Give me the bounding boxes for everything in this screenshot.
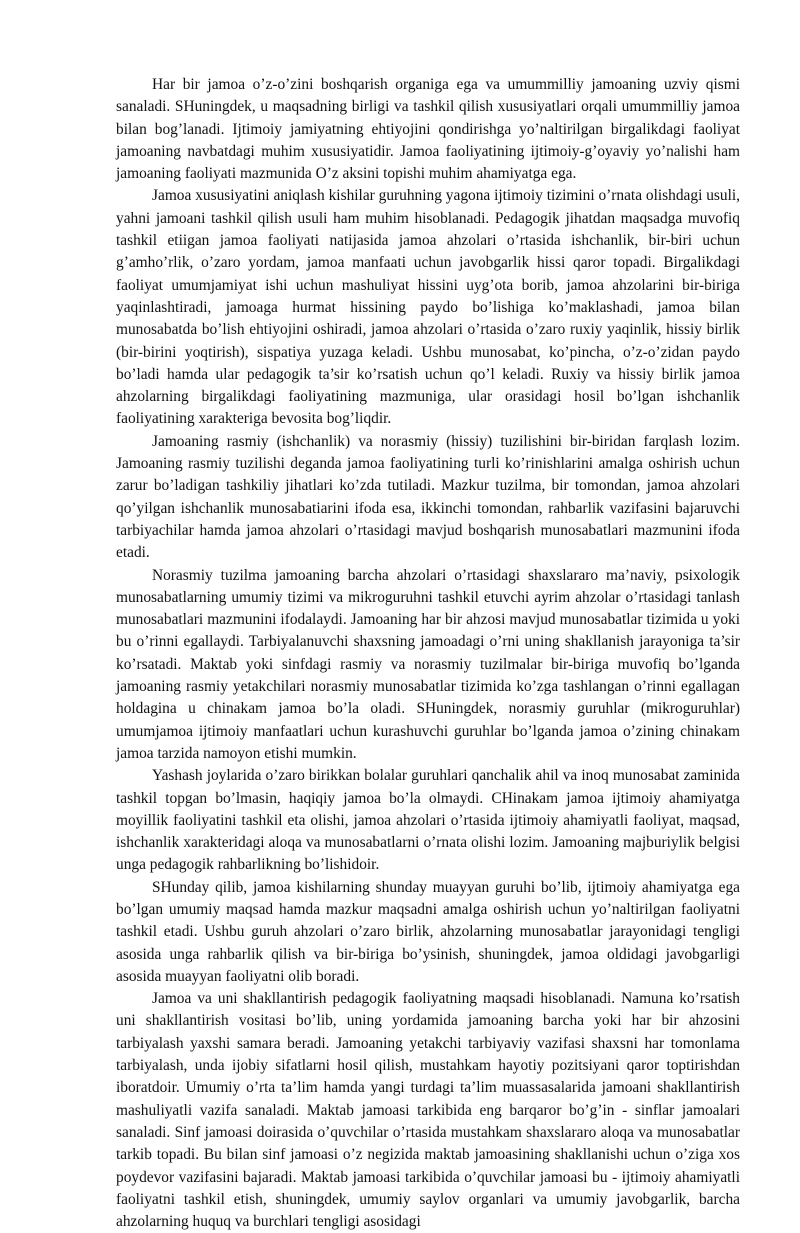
paragraph: Jamoaning rasmiy (ishchanlik) va norasmiy (hissiy) tuzilishini bir-biridan farqlash lozim. Jamoaning rasmiy tuzilishi deganda jamoa faoliyatining turli ko’rinishlarini amalga oshirish uchun zarur bo’ladigan tashkiliy jihatlari ko’zda tutiladi. Mazkur tuzilma, bir tomondan, jamoa ahzolari qo’yilgan ishchanlik munosabatiarini ifoda esa, ikkinchi tomondan, rahbarlik vazifasini bajaruvchi tarbiyachilar hamda jamoa ahzolari o’rtasidagi mavjud boshqarish munosabatlari mazmunini ifoda etadi. <box>116 432 740 562</box>
paragraph: SHunday qilib, jamoa kishilarning shunday muayyan guruhi bo’lib, ijtimoiy ahamiyatga ega bo’lgan umumiy maqsad hamda mazkur maqsadni amalga oshirish uchun yo’naltirilgan faoliyatni tashkil etadi. Ushbu guruh ahzolari o’zaro birlik, ahzolarning munosabatlar jarayonidagi tengligi asosida unga rahbarlik qilish va bir-biriga bo’ysinish, shuningdek, jamoa oldidagi javobgarligi asosida muayyan faoliyatni olib boradi. <box>116 878 740 985</box>
paragraph: Yashash joylarida o’zaro birikkan bolalar guruhlari qanchalik ahil va inoq munosabat zaminida tashkil topgan bo’lmasin, haqiqiy jamoa bo’la olmaydi. CHinakam jamoa ijtimoiy ahamiyatga moyillik faoliyatini tashkil eta olishi, jamoa ahzolari o’rtasida ijtimoiy ahamiyatli faoliyat, maqsad, ishchanlik xarakteridagi aloqa va munosabatlarni o’rnata olishi lozim. Jamoaning majburiylik belgisi unga pedagogik rahbarlikning bo’lishidoir. <box>116 767 740 874</box>
paragraph: Har bir jamoa o’z-o’zini boshqarish organiga ega va umummilliy jamoaning uzviy qismi sanaladi. SHuningdek, u maqsadning birligi va tashkil qilish xususiyatlari orqali umummilliy jamoa bilan bog’lanadi. Ijtimoiy jamiyatning ehtiyojini qondirishga yo’naltirilgan birgalikdagi faoliyat jamoaning navbatdagi muhim xususiyatidir. Jamoa faoliyatining ijtimoiy-g’oyaviy yo’nalishi ham jamoaning faoliyati mazmunida O’z aksini topishi muhim ahamiyatga ega. <box>116 76 740 183</box>
document-page <box>116 74 740 1233</box>
paragraph: Jamoa xususiyatini aniqlash kishilar guruhning yagona ijtimoiy tizimini o’rnata olishdagi usuli, yahni jamoani tashkil qilish usuli ham muhim hisoblanadi. Pedagogik jihatdan maqsadga muvofiq tashkil etiigan jamoa faoliyati natijasida jamoa ahzolari o’rtasida ishchanlik, bir-biri uchun g’amho’rlik, o’zaro yordam, jamoa manfaati uchun javobgarlik hissi qaror topadi. Birgalikdagi faoliyat umumjamiyat ishi uchun mashuliyat hissini uyg’ota borib, jamoa ahzolarini bir-biriga yaqinlashtiradi, jamoaga hurmat hissining paydo bo’lishiga ko’maklashadi, jamoa bilan munosabatda bo’lish ehtiyojini oshiradi, jamoa ahzolari o’rtasida o’zaro ruxiy yaqinlik, hissiy birlik (bir-birini yoqtirish), sispatiya yuzaga keladi. Ushbu munosabat, ko’pincha, o’z-o’zidan paydo bo’ladi hamda ular pedagogik ta’sir ko’rsatish uchun qo’l keladi. Ruxiy va hissiy birlik jamoa ahzolarning birgalikdagi faoliyatining mazmuniga, ular orasidagi hosil bo’lgan ishchanlik faoliyatining xarakteriga bevosita bog’liqdir. <box>116 187 740 428</box>
paragraph: Jamoa va uni shakllantirish pedagogik faoliyatning maqsadi hisoblanadi. Namuna ko’rsatish uni shakllantirish vositasi bo’lib, uning yordamida jamoaning barcha yoki har bir ahzosini tarbiyalash yaxshi samara beradi. Jamoaning yetakchi tarbiyaviy vazifasi shaxsni har tomonlama tarbiyalash, unda ijobiy sifatlarni hosil qilish, mustahkam hayotiy pozitsiyani qaror toptirishdan iboratdoir. Umumiy o’rta ta’lim hamda yangi turdagi ta’lim muassasalarida jamoani shakllantirish mashuliyatli vazifa sanaladi. Maktab jamoasi tarkibida eng barqaror bo’g’in - sinflar jamoalari sanaladi. Sinf jamoasi doirasida o’quvchilar o’rtasida mustahkam shaxslararo aloqa va munosabatlar tarkib topadi. Bu bilan sinf jamoasi o’z negizida maktab jamoasining shakllanishi uchun o’ziga xos poydevor vazifasini bajaradi. Maktab jamoasi tarkibida o’quvchilar jamoasi bu - ijtimoiy ahamiyatli faoliyatni tashkil etish, shuningdek, umumiy saylov organlari va umumiy javobgarlik, barcha ahzolarning huquq va burchlari tengligi asosidagi <box>116 990 740 1231</box>
paragraph: Norasmiy tuzilma jamoaning barcha ahzolari o’rtasidagi shaxslararo ma’naviy, psixologik munosabatlarning umumiy tizimi va mikroguruhni tashkil etuvchi ayrim ahzolar o’rtasidagi tanlash munosabatlari mazmunini ifodalaydi. Jamoaning har bir ahzosi mavjud munosabatlar tizimida u yoki bu o’rinni egallaydi. Tarbiyalanuvchi shaxsning jamoadagi o’rni uning shakllanish jarayoniga ta’sir ko’rsatadi. Maktab yoki sinfdagi rasmiy va norasmiy tuzilmalar bir-biriga muvofiq bo’lganda jamoaning rasmiy yetakchilari norasmiy munosabatlar tizimida ko’zga tashlangan o’rinni egallagan holdagina u chinakam jamoa bo’la oladi. SHuningdek, norasmiy guruhlar (mikroguruhlar) umumjamoa ijtimoiy manfaatlari uchun kurashuvchi guruhlar bo’lganda jamoa o’zining chinakam jamoa tarzida namoyon etishi mumkin. <box>116 566 740 762</box>
